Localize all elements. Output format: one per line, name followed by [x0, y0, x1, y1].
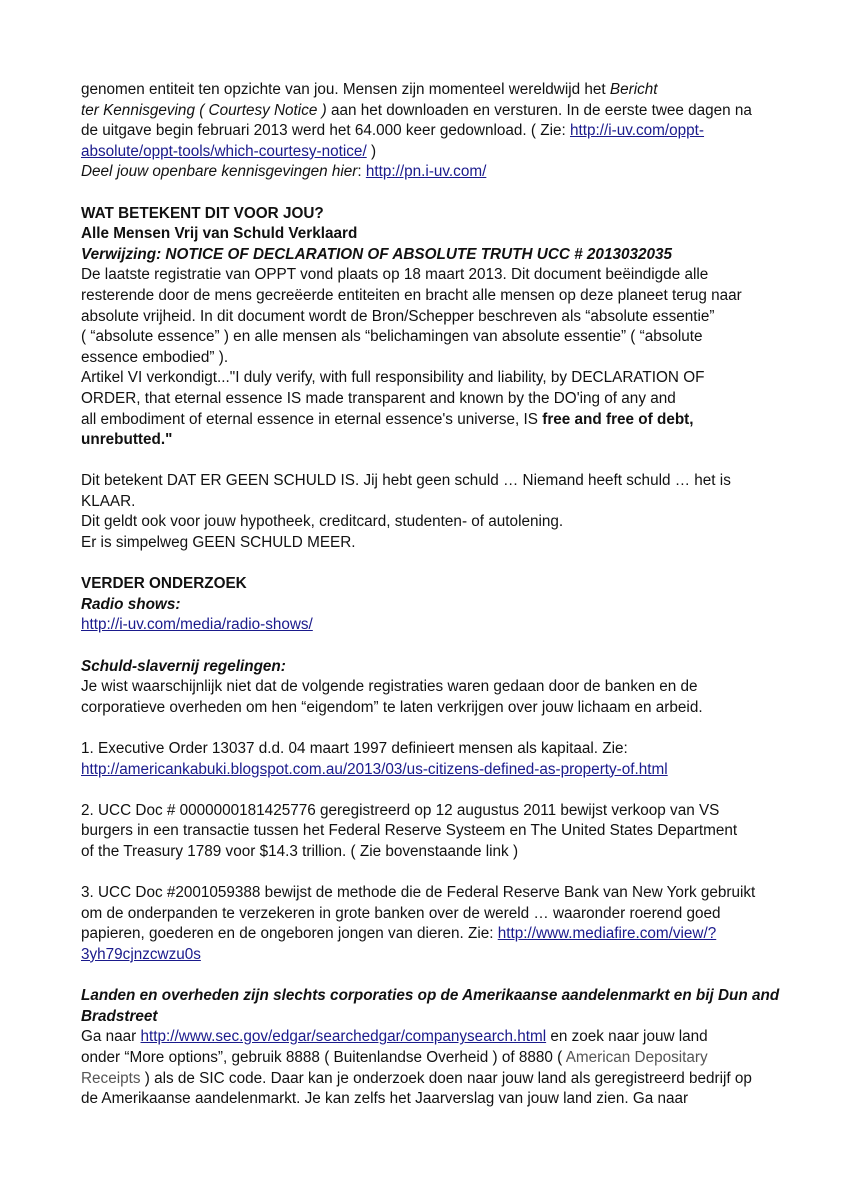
body-line: burgers in een transactie tussen het Federal Reserve Systeem en The United States Department — [81, 822, 738, 840]
text: ) — [366, 142, 377, 160]
spacer — [81, 183, 781, 204]
emphasis-text: Deel jouw openbare kennisgevingen hier — [81, 163, 358, 181]
body-line — [81, 410, 781, 431]
text: de uitgave begin februari 2013 werd het 64.000 keer gedownload. ( Zie: — [81, 122, 570, 140]
list-item-1: 1. Executive Order 13037 d.d. 04 maart 1997 definieert mensen als kapitaal. Zie: — [81, 740, 628, 757]
mediafire-link-cont[interactable]: 3yh79cjnzcwzu0s — [81, 945, 201, 963]
link-line — [81, 760, 781, 781]
body-line: essence embodied” ). — [81, 348, 229, 366]
body-line: of the Treasury 1789 voor $14.3 trillion. ( Zie bovenstaande link ) — [81, 842, 519, 860]
intro-line-4 — [81, 142, 781, 163]
body-line: Artikel VI verkondigt..."I duly verify, with full responsibility and liability, by DECLARATION OF — [81, 369, 705, 387]
radio-shows-link[interactable]: http://i-uv.com/media/radio-shows/ — [81, 616, 313, 634]
intro-line-1 — [81, 80, 781, 101]
body-line: Dit betekent DAT ER GEEN SCHULD IS. Jij hebt geen schuld … Niemand heeft schuld … het is KLAAR. — [81, 472, 731, 510]
spacer — [81, 554, 781, 575]
section-heading-meaning: WAT BETEKENT DIT VOOR JOU? — [81, 204, 324, 222]
intro-line-2 — [81, 101, 781, 122]
emphasis-text: ter Kennisgeving ( Courtesy Notice ) — [81, 101, 327, 119]
section-heading-research: VERDER ONDERZOEK — [81, 575, 247, 593]
bold-text: free and free of debt, — [542, 410, 694, 428]
body-line — [81, 924, 781, 945]
courtesy-notice-link[interactable]: http://i-uv.com/oppt- — [569, 122, 705, 140]
public-notices-link[interactable]: http://pn.i-uv.com/ — [365, 163, 487, 181]
radio-shows-label: Radio shows: — [81, 595, 181, 613]
body-line: ORDER, that eternal essence IS made transparent and known by the DO'ing of any and — [81, 389, 676, 407]
emphasis-text: Bericht — [609, 81, 658, 98]
intro-line-5 — [81, 162, 781, 183]
countries-heading-cont: Bradstreet — [81, 1007, 158, 1025]
body-line: om de onderpanden te verzekeren in grote banken over de wereld … waaronder roerend goed — [81, 904, 721, 922]
text: en zoek naar jouw land — [546, 1028, 708, 1046]
body-line: corporatieve overheden om hen “eigendom” te laten verkrijgen over jouw lichaam en arbeid. — [81, 698, 703, 716]
text: Ga naar — [81, 1028, 141, 1046]
document-page — [81, 80, 781, 1110]
slavery-heading: Schuld-slavernij regelingen: — [81, 657, 286, 675]
text: onder “More options”, gebruik 8888 ( Buitenlandse Overheid ) of 8880 ( — [81, 1048, 566, 1066]
grey-text: American Depositary — [565, 1048, 708, 1066]
spacer — [81, 718, 781, 739]
body-line: absolute vrijheid. In dit document wordt de Bron/Schepper beschreven als “absolute essentie” — [81, 307, 715, 325]
list-item-3: 3. UCC Doc #2001059388 bewijst de methode die de Federal Reserve Bank van New York gebruikt — [81, 884, 756, 902]
body-line: Er is simpelweg GEEN SCHULD MEER. — [81, 534, 356, 552]
text: aan het downloaden en versturen. In de eerste twee dagen na — [326, 101, 752, 119]
text: genomen entiteit ten opzichte van jou. Mensen zijn momenteel wereldwijd het — [81, 81, 610, 98]
grey-text: Receipts — [81, 1069, 141, 1087]
countries-heading: Landen en overheden zijn slechts corporaties op de Amerikaanse aandelenmarkt en bij Dun and — [81, 987, 780, 1005]
americankabuki-link[interactable]: http://americankabuki.blogspot.com.au/2013/03/us-citizens-defined-as-property-of.html — [81, 760, 668, 778]
text: all embodiment of eternal essence in eternal essence's universe, IS — [81, 410, 543, 428]
sec-edgar-link[interactable]: http://www.sec.gov/edgar/searchedgar/companysearch.html — [140, 1028, 547, 1046]
bold-line: unrebutted." — [81, 431, 173, 449]
text: papieren, goederen en de ongeboren jongen van dieren. Zie: — [81, 925, 498, 943]
courtesy-notice-link-cont[interactable]: absolute/oppt-tools/which-courtesy-notice/ — [81, 142, 367, 160]
spacer — [81, 863, 781, 884]
body-line: De laatste registratie van OPPT vond plaats op 18 maart 2013. Dit document beëindigde alle — [81, 266, 709, 284]
reference-line: Verwijzing: NOTICE OF DECLARATION OF ABSOLUTE TRUTH UCC # 2013032035 — [81, 245, 672, 263]
text: ) als de SIC code. Daar kan je onderzoek doen naar jouw land als geregistreerd bedrijf op — [140, 1069, 752, 1087]
body-line — [81, 1027, 781, 1048]
link-line — [81, 615, 781, 636]
mediafire-link[interactable]: http://www.mediafire.com/view/? — [497, 925, 717, 943]
body-line: Dit geldt ook voor jouw hypotheek, creditcard, studenten- of autolening. — [81, 513, 564, 531]
body-line: Je wist waarschijnlijk niet dat de volgende registraties waren gedaan door de banken en de — [81, 678, 698, 696]
subheading-debt-free: Alle Mensen Vrij van Schuld Verklaard — [81, 225, 358, 243]
body-line: resterende door de mens gecreëerde entiteiten en bracht alle mensen op deze planeet terug naar — [81, 286, 742, 304]
body-line — [81, 1069, 781, 1090]
link-line — [81, 945, 781, 966]
body-line — [81, 1048, 781, 1069]
spacer — [81, 966, 781, 987]
spacer — [81, 451, 781, 472]
list-item-2: 2. UCC Doc # 0000000181425776 geregistreerd op 12 augustus 2011 bewijst verkoop van VS — [81, 801, 720, 819]
text: : — [357, 163, 366, 181]
intro-line-3 — [81, 121, 781, 142]
spacer — [81, 636, 781, 657]
spacer — [81, 780, 781, 801]
body-line: de Amerikaanse aandelenmarkt. Je kan zelfs het Jaarverslag van jouw land zien. Ga naar — [81, 1090, 689, 1108]
body-line: ( “absolute essence” ) en alle mensen als “belichamingen van absolute essentie” ( “absolute — [81, 328, 703, 346]
